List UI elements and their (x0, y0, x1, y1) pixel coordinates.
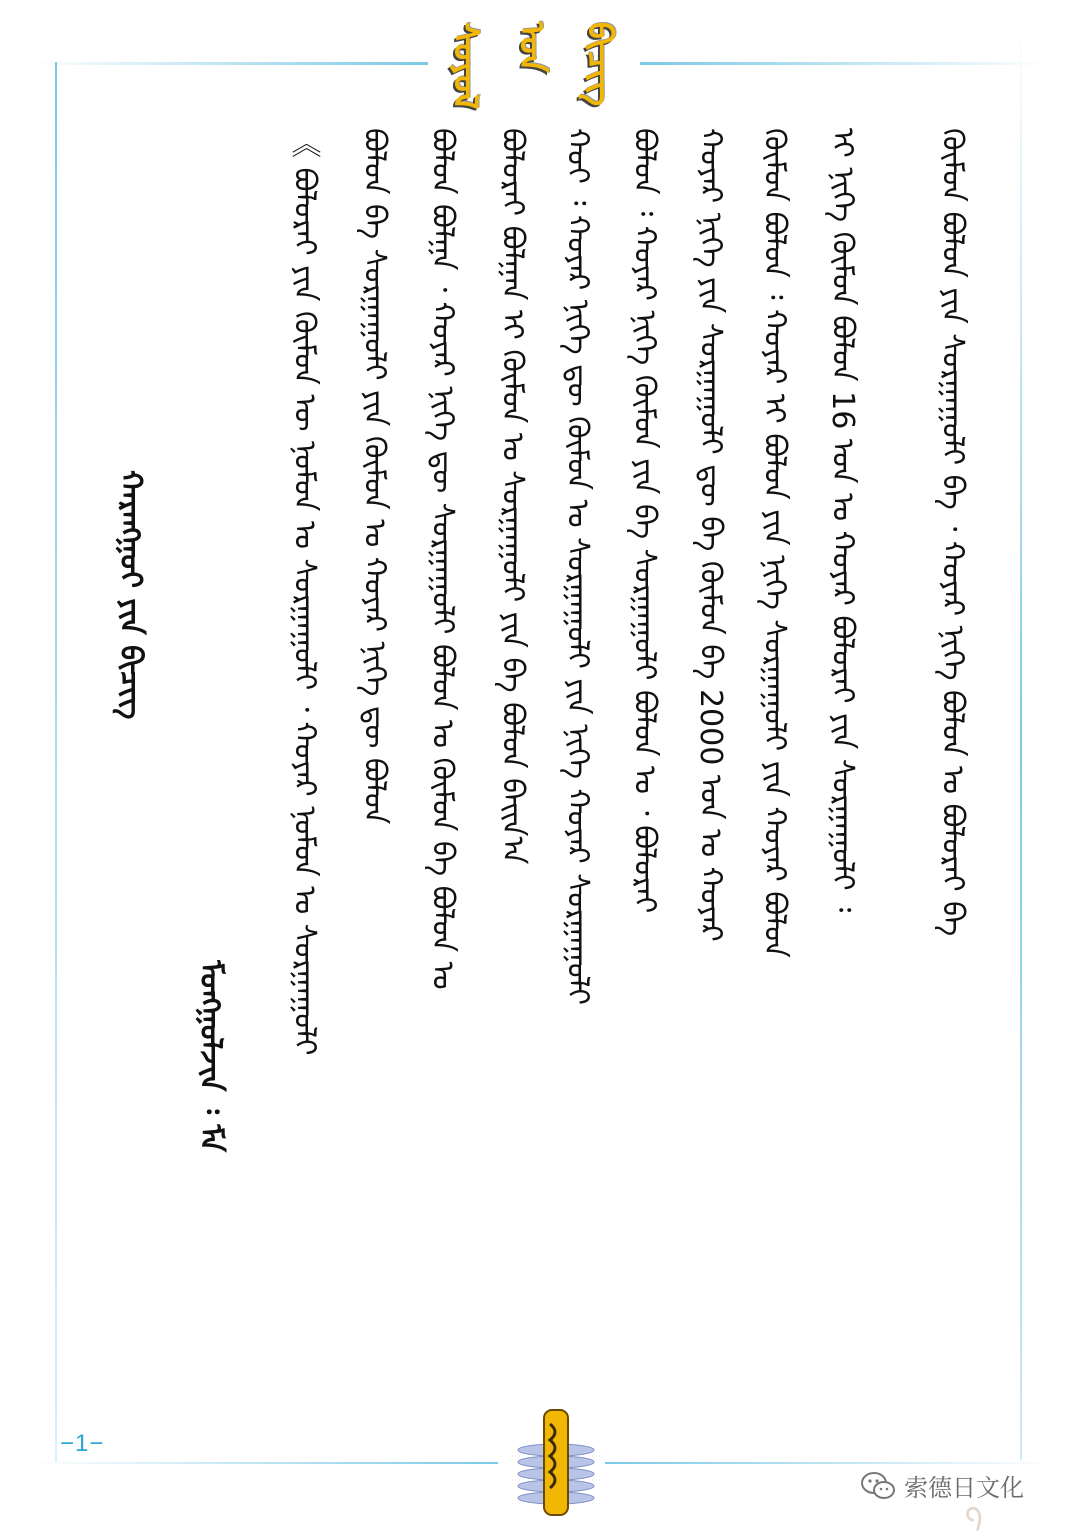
frame-bottom-left-line (28, 1462, 498, 1464)
body-column: ᠪᠣᠯᠤᠨ ᠪᠠ ᠰᠤᠷᠭᠠᠭᠤᠯᠢ ᠶᠢᠨ ᠬᠦᠮᠦᠨ ᠤ ᠬᠣᠶᠠᠷ ᠨᠢᠭᠡ ᠳᠦ ᠪᠣᠯᠤᠨ (357, 128, 392, 825)
page-number: −1− (60, 1430, 105, 1457)
wechat-watermark (860, 1468, 1024, 1503)
frame-bottom-right-line (605, 1462, 1055, 1464)
masthead-logo (440, 10, 640, 130)
body-column: ᠪᠣᠯᠣᠷᠠᠢ ᠪᠣᠯᠭᠠᠨ ᠢ ᠬᠦᠮᠦᠨ ᠤ ᠰᠤᠷᠭᠠᠭᠤᠯᠢ ᠶᠢᠨ ᠪᠠ ᠪᠣᠯᠤᠨ ᠪᠠᠢᠨ᠎ᠠ (495, 128, 530, 865)
body-column: 《 ᠪᠣᠯᠣᠷᠠᠢ ᠶᠢᠨ ᠬᠦᠮᠦᠨ ᠦ ᠨᠣᠮᠣᠨ ᠤ ᠰᠤᠷᠭᠠᠭᠤᠯᠢ ᠂ ᠬᠣᠶᠠᠷ ᠨᠣᠮᠣᠨ ᠤ ᠰᠤᠷᠭᠠᠭᠤᠯᠢ (287, 128, 322, 1056)
emblem-icon (504, 1400, 604, 1520)
frame-top-left-line (28, 62, 428, 65)
frame-right-line (1020, 20, 1022, 1460)
body-column: ᠪᠣᠯᠤᠨ ᠪᠣᠯᠭᠠ ᠂ ᠬᠣᠶᠠᠷ ᠨᠢᠭᠡ ᠳᠦ ᠰᠤᠷᠭᠠᠭᠤᠯᠢ ᠪᠣᠯᠤᠨ ᠤ ᠬᠦᠮᠦᠨ ᠪᠠ ᠪᠣᠯᠤᠨ ᠤ (425, 128, 460, 990)
body-column: ᠬᠣᠶ ᠄ ᠬᠣᠶᠠᠷ ᠨᠢᠭᠡ ᠳᠦ ᠬᠦᠮᠦᠨ ᠤ ᠰᠤᠷᠭᠠᠭᠤᠯᠢ ᠶᠢᠨ ᠨᠢᠭᠡ ᠬᠣᠶᠠᠷ ᠰᠤᠷᠭᠠᠭᠤᠯᠢ (560, 128, 595, 1006)
frame-left-line (55, 62, 57, 1462)
body-column: ᠬᠦᠮᠦᠨ ᠪᠣᠯᠤᠨ ᠄ ᠬᠣᠶᠠᠷ ᠢ ᠪᠣᠯᠤᠨ ᠶᠢᠨ ᠨᠢᠭᠡ ᠰᠤᠷᠭᠠᠭᠤᠯᠢ ᠶᠢᠨ ᠬᠣᠶᠠᠷ ᠪᠣᠯᠤᠨ (757, 128, 792, 958)
article-title: ᠬᠠᠷᠠᠩᠭᠤᠢ ᠶᠢᠨ ᠪᠢᠴᠢᠭ (113, 470, 148, 720)
watermark-text: 索德日文化 (904, 1474, 1024, 1502)
body-column: ᠬᠦᠮᠦᠨ ᠪᠣᠯᠤᠨ ᠶᠢᠨ ᠰᠤᠷᠭᠠᠭᠤᠯᠢ ᠪᠠ ᠂ ᠬᠣᠶᠠᠷ ᠨᠢᠭᠡ ᠪᠣᠯᠤᠨ ᠤ ᠪᠣᠯᠣᠷᠠᠢ ᠪᠠ (935, 128, 970, 937)
frame-top-right-line (640, 62, 1052, 65)
masthead-glyph: ᠰᠣᠶᠣᠯ (445, 22, 485, 110)
article-author: ᠮᠣᠩᠭᠣᠯᠵᠢᠨ ᠄ ᠮᠡ (193, 960, 228, 1153)
body-column: ᠪᠣᠯᠤᠨ ᠄ ᠬᠣᠶᠠᠷ ᠨᠢᠭᠡ ᠬᠦᠮᠦᠨ ᠶᠢᠨ ᠪᠠ ᠰᠤᠷᠭᠠᠭᠤᠯᠢ ᠪᠣᠯᠤᠨ ᠤ ᠂ ᠪᠣᠯᠣᠷᠠᠢ (627, 128, 662, 914)
masthead-glyph: ᠤᠨ (511, 22, 551, 73)
wechat-icon (860, 1471, 896, 1501)
body-column: ᠢ ᠨᠢᠭᠡ ᠬᠦᠮᠦᠨ ᠪᠣᠯᠤᠨ 16 ᠣᠨ ᠤ ᠬᠣᠶᠠᠷ ᠪᠣᠯᠣᠷᠠᠢ ᠶᠢᠨ ᠰᠤᠷᠭᠠᠭᠤᠯᠢ ᠄ (825, 128, 860, 913)
seal-watermark-icon: ᠀ (958, 1494, 990, 1539)
body-column: ᠬᠣᠶᠠᠷ ᠨᠢᠭᠡ ᠶᠢᠨ ᠰᠤᠷᠭᠠᠭᠤᠯᠢ ᠳᠦ ᠪᠠ ᠬᠦᠮᠦᠨ ᠪᠠ 2000 ᠣᠨ ᠤ ᠬᠣᠶᠠᠷ (693, 128, 728, 942)
masthead-glyph: ᠪᠢᠴᠢᠭ (579, 22, 619, 107)
